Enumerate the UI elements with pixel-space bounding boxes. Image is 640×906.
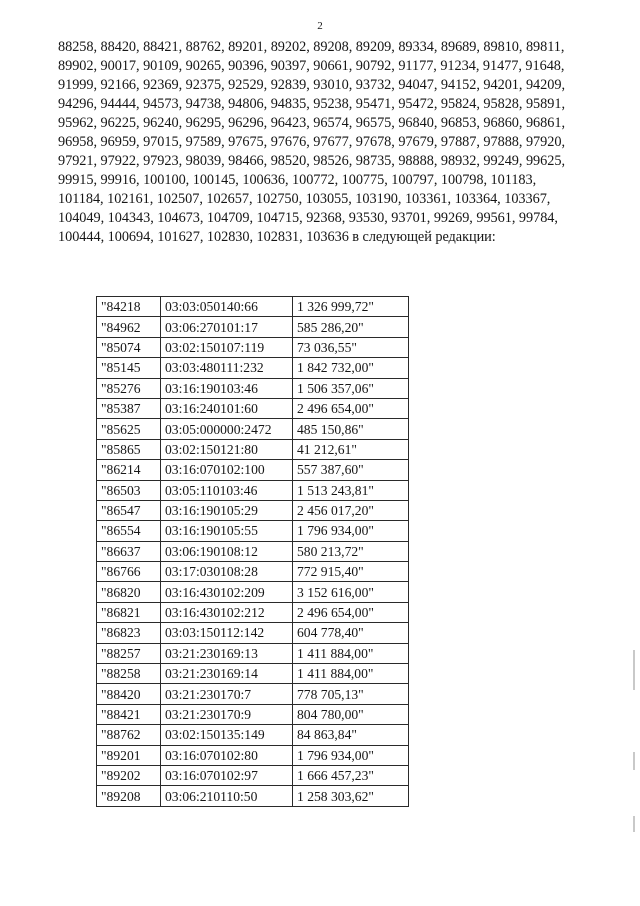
intro-paragraph: [58, 38, 633, 247]
table-row: [97, 460, 409, 480]
cadastral-number-cell: 03:21:230170:7: [161, 684, 293, 704]
row-id-cell: "86214: [97, 460, 161, 480]
cadastral-number-cell: 03:03:480111:232: [161, 358, 293, 378]
value-cell: 2 496 654,00": [293, 398, 409, 418]
intro-line: 96958, 96959, 97015, 97589, 97675, 97676, 97677, 97678, 97679, 97887, 97888, 97920,: [58, 134, 565, 150]
cadastral-number-cell: 03:16:190105:55: [161, 521, 293, 541]
cadastral-number-cell: 03:17:030108:28: [161, 562, 293, 582]
row-id-cell: "88762: [97, 725, 161, 745]
row-id-cell: "85387: [97, 398, 161, 418]
row-id-cell: "84962: [97, 317, 161, 337]
cadastral-number-cell: 03:02:150107:119: [161, 337, 293, 357]
intro-line: 99915, 99916, 100100, 100145, 100636, 100772, 100775, 100797, 100798, 101183,: [58, 172, 537, 188]
cadastral-number-cell: 03:16:240101:60: [161, 398, 293, 418]
table-row: [97, 765, 409, 785]
value-cell: 604 778,40": [293, 623, 409, 643]
cadastral-number-cell: 03:06:190108:12: [161, 541, 293, 561]
row-id-cell: "85625: [97, 419, 161, 439]
table-row: [97, 704, 409, 724]
cadastral-number-cell: 03:16:070102:97: [161, 765, 293, 785]
value-cell: 1 842 732,00": [293, 358, 409, 378]
table-row: [97, 378, 409, 398]
table-row: [97, 439, 409, 459]
table-row: [97, 521, 409, 541]
row-id-cell: "89208: [97, 786, 161, 806]
intro-line: 94296, 94444, 94573, 94738, 94806, 94835, 95238, 95471, 95472, 95824, 95828, 95891,: [58, 96, 565, 112]
value-cell: 585 286,20": [293, 317, 409, 337]
table-row: [97, 786, 409, 806]
cadastral-number-cell: 03:16:430102:209: [161, 582, 293, 602]
table-row: [97, 684, 409, 704]
row-id-cell: "88257: [97, 643, 161, 663]
cadastral-number-cell: 03:16:070102:80: [161, 745, 293, 765]
row-id-cell: "89202: [97, 765, 161, 785]
scan-edge-mark: [633, 650, 635, 690]
value-cell: 1 666 457,23": [293, 765, 409, 785]
table-row: [97, 602, 409, 622]
row-id-cell: "86503: [97, 480, 161, 500]
row-id-cell: "86547: [97, 500, 161, 520]
value-cell: 1 796 934,00": [293, 745, 409, 765]
value-cell: 1 513 243,81": [293, 480, 409, 500]
row-id-cell: "86637: [97, 541, 161, 561]
table-row: [97, 582, 409, 602]
value-cell: 772 915,40": [293, 562, 409, 582]
table-row: [97, 562, 409, 582]
table-row: [97, 358, 409, 378]
value-cell: 84 863,84": [293, 725, 409, 745]
row-id-cell: "85074: [97, 337, 161, 357]
value-cell: 73 036,55": [293, 337, 409, 357]
row-id-cell: "86554: [97, 521, 161, 541]
cadastral-number-cell: 03:21:230169:13: [161, 643, 293, 663]
row-id-cell: "84218: [97, 297, 161, 317]
cadastral-number-cell: 03:16:190103:46: [161, 378, 293, 398]
values-table: [96, 296, 409, 807]
intro-line: 97921, 97922, 97923, 98039, 98466, 98520, 98526, 98735, 98888, 98932, 99249, 99625,: [58, 153, 565, 169]
table-row: [97, 500, 409, 520]
cadastral-number-cell: 03:03:150112:142: [161, 623, 293, 643]
row-id-cell: "86766: [97, 562, 161, 582]
value-cell: 2 456 017,20": [293, 500, 409, 520]
cadastral-number-cell: 03:21:230170:9: [161, 704, 293, 724]
value-cell: 41 212,61": [293, 439, 409, 459]
table-row: [97, 297, 409, 317]
value-cell: 778 705,13": [293, 684, 409, 704]
row-id-cell: "86821: [97, 602, 161, 622]
page-number: 2: [317, 20, 323, 32]
value-cell: 1 411 884,00": [293, 664, 409, 684]
cadastral-number-cell: 03:02:150135:149: [161, 725, 293, 745]
value-cell: 3 152 616,00": [293, 582, 409, 602]
row-id-cell: "88420: [97, 684, 161, 704]
value-cell: 2 496 654,00": [293, 602, 409, 622]
row-id-cell: "85276: [97, 378, 161, 398]
row-id-cell: "86820: [97, 582, 161, 602]
table-row: [97, 398, 409, 418]
cadastral-number-cell: 03:16:190105:29: [161, 500, 293, 520]
cadastral-number-cell: 03:02:150121:80: [161, 439, 293, 459]
value-cell: 1 796 934,00": [293, 521, 409, 541]
cadastral-number-cell: 03:06:210110:50: [161, 786, 293, 806]
scan-edge-mark: [633, 816, 635, 832]
table-row: [97, 541, 409, 561]
table-row: [97, 337, 409, 357]
value-cell: 580 213,72": [293, 541, 409, 561]
value-cell: 1 411 884,00": [293, 643, 409, 663]
table-row: [97, 664, 409, 684]
row-id-cell: "88421: [97, 704, 161, 724]
cadastral-number-cell: 03:21:230169:14: [161, 664, 293, 684]
cadastral-number-cell: 03:16:430102:212: [161, 602, 293, 622]
cadastral-number-cell: 03:05:110103:46: [161, 480, 293, 500]
value-cell: 485 150,86": [293, 419, 409, 439]
row-id-cell: "85865: [97, 439, 161, 459]
table-row: [97, 623, 409, 643]
table-row: [97, 480, 409, 500]
cadastral-number-cell: 03:06:270101:17: [161, 317, 293, 337]
cadastral-number-cell: 03:05:000000:2472: [161, 419, 293, 439]
intro-line: 95962, 96225, 96240, 96295, 96296, 96423, 96574, 96575, 96840, 96853, 96860, 96861,: [58, 115, 565, 131]
row-id-cell: "88258: [97, 664, 161, 684]
table-row: [97, 745, 409, 765]
cadastral-number-cell: 03:03:050140:66: [161, 297, 293, 317]
table-row: [97, 419, 409, 439]
table-row: [97, 643, 409, 663]
cadastral-number-cell: 03:16:070102:100: [161, 460, 293, 480]
row-id-cell: "89201: [97, 745, 161, 765]
intro-line: 89902, 90017, 90109, 90265, 90396, 90397, 90661, 90792, 91177, 91234, 91477, 91648,: [58, 58, 565, 74]
value-cell: 1 506 357,06": [293, 378, 409, 398]
row-id-cell: "86823: [97, 623, 161, 643]
intro-line: 91999, 92166, 92369, 92375, 92529, 92839, 93010, 93732, 94047, 94152, 94201, 94209,: [58, 77, 565, 93]
value-cell: 1 326 999,72": [293, 297, 409, 317]
value-cell: 557 387,60": [293, 460, 409, 480]
scan-edge-mark: [633, 752, 635, 770]
value-cell: 804 780,00": [293, 704, 409, 724]
intro-line: 101184, 102161, 102507, 102657, 102750, 103055, 103190, 103361, 103364, 103367,: [58, 191, 551, 207]
intro-line: 88258, 88420, 88421, 88762, 89201, 89202, 89208, 89209, 89334, 89689, 89810, 89811,: [58, 39, 565, 55]
intro-line: 104049, 104343, 104673, 104709, 104715, 92368, 93530, 93701, 99269, 99561, 99784,: [58, 210, 558, 226]
value-cell: 1 258 303,62": [293, 786, 409, 806]
table-row: [97, 317, 409, 337]
intro-line: 100444, 100694, 101627, 102830, 102831, 103636 в следующей редакции:: [58, 229, 496, 245]
row-id-cell: "85145: [97, 358, 161, 378]
table-row: [97, 725, 409, 745]
